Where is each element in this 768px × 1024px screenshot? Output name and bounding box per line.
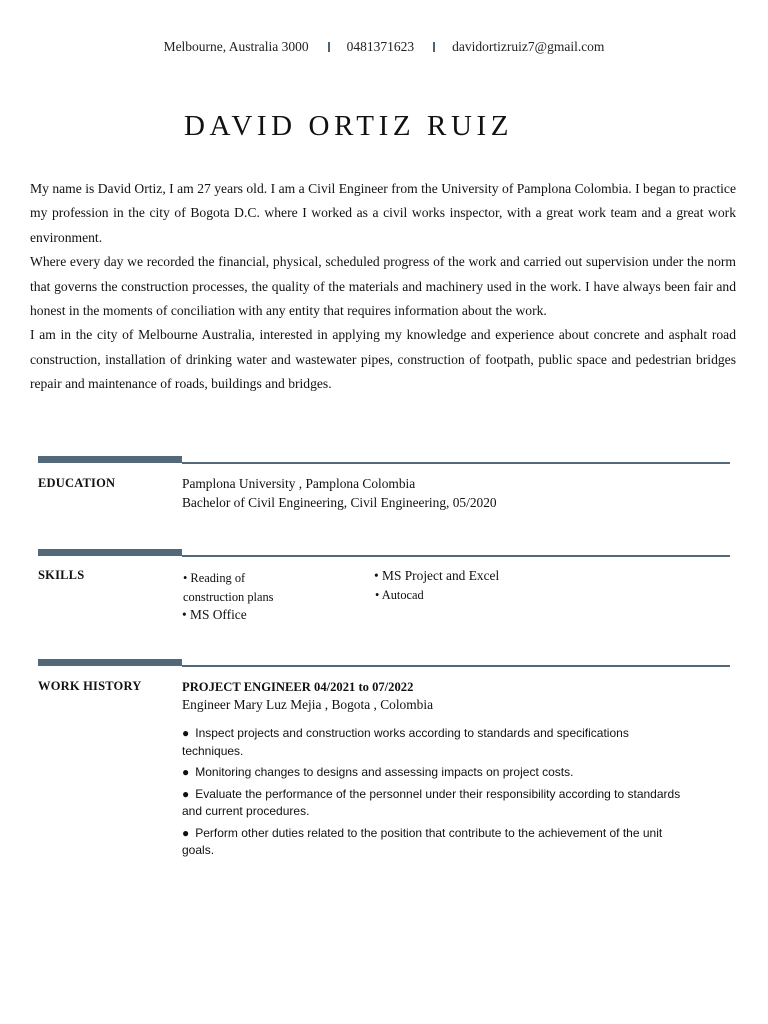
bullet-icon: ●	[182, 765, 190, 779]
contact-line	[0, 39, 768, 55]
section-divider	[38, 659, 730, 666]
bullet-icon: ●	[182, 825, 190, 840]
education-entry	[182, 474, 497, 512]
job-entry	[182, 678, 682, 864]
contact-email[interactable]: davidortizruiz7@gmail.com	[452, 39, 605, 54]
skills-heading: SKILLS	[38, 568, 85, 582]
contact-phone: 0481371623	[346, 39, 415, 54]
skill-item: • MS Office	[182, 607, 247, 622]
duty-item: ● Perform other duties related to the position that contribute to the achievement of the unit goals.	[182, 825, 663, 857]
work-history-heading: WORK HISTORY	[38, 679, 142, 693]
section-divider	[38, 456, 730, 463]
candidate-name: DAVID ORTIZ RUIZ	[184, 110, 514, 142]
summary-paragraph: Where every day we recorded the financial, physical, scheduled progress of the work and carried out supervision under the norm that governs the construction processes, the quality of the materials and machinery used in the work. I have always been fair and honest in the moments of conciliation with any entity that requires information about the work.	[30, 254, 736, 319]
contact-location: Melbourne, Australia 3000	[163, 39, 309, 54]
job-duties	[182, 725, 682, 860]
separator-bar	[328, 42, 330, 52]
professional-summary	[30, 177, 736, 397]
separator-bar	[433, 42, 435, 52]
duty-item: ● Evaluate the performance of the personnel under their responsibility according to standards and current procedures.	[182, 786, 681, 818]
education-degree: Bachelor of Civil Engineering, Civil Engineering, 05/2020	[182, 495, 497, 510]
skill-item: • Reading of construction plans	[183, 571, 274, 604]
summary-paragraph: My name is David Ortiz, I am 27 years old. I am a Civil Engineer from the University of Pamplona Colombia. I began to practice my profession in the city of Bogota D.C. where I worked as a civil works inspector, with a great work team and a great work environment.	[30, 181, 736, 245]
section-divider	[38, 549, 730, 556]
skill-item: • MS Project and Excel	[374, 568, 500, 583]
job-title: PROJECT ENGINEER 04/2021 to 07/2022	[182, 680, 414, 694]
education-school: Pamplona University , Pamplona Colombia	[182, 476, 416, 491]
bullet-icon: ●	[182, 786, 190, 801]
duty-item: ● Inspect projects and construction works according to standards and specifications techniques.	[182, 726, 629, 758]
bullet-icon: ●	[182, 726, 190, 740]
duty-item: ● Monitoring changes to designs and assessing impacts on project costs.	[182, 765, 574, 779]
education-heading: EDUCATION	[38, 476, 116, 490]
summary-paragraph: I am in the city of Melbourne Australia, interested in applying my knowledge and experience about concrete and asphalt road construction, installation of drinking water and wastewater pipes, construction of footpath, public space and pedestrian bridges repair and maintenance of roads, buildings and bridges.	[30, 327, 736, 392]
job-employer: Engineer Mary Luz Mejia , Bogota , Colombia	[182, 697, 434, 712]
skill-item: • Autocad	[375, 588, 424, 602]
